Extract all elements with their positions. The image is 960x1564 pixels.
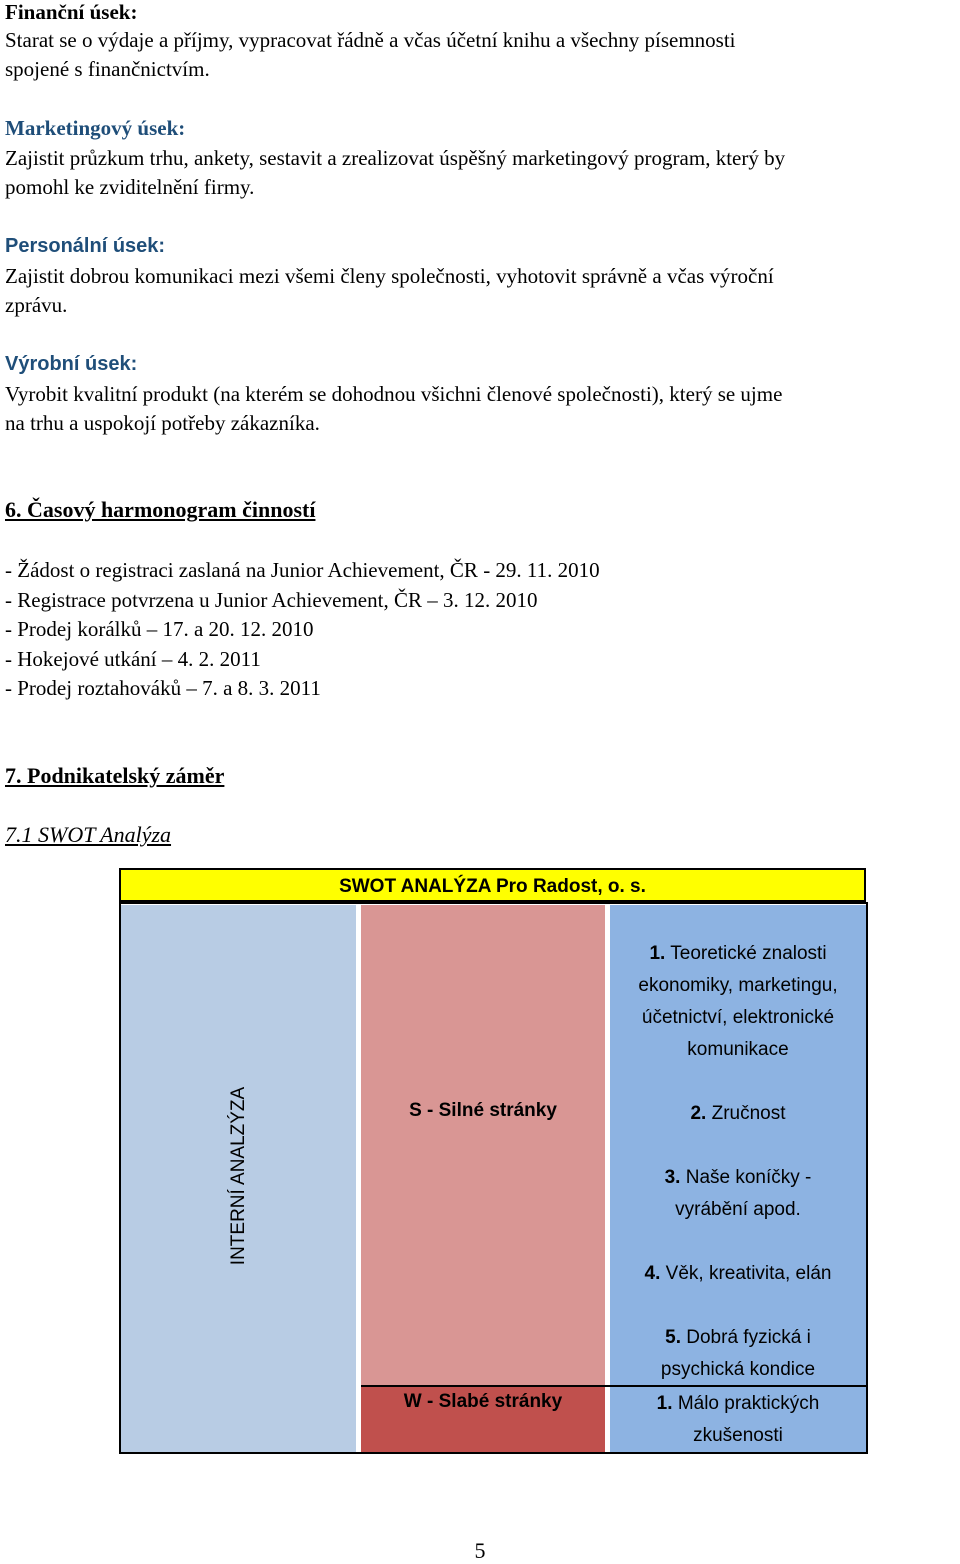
personalni-heading: Personální úsek: — [5, 235, 166, 257]
timeline-item: - Prodej korálků – 17. a 20. 12. 2010 — [5, 617, 314, 641]
swot-title: SWOT ANALÝZA Pro Radost, o. s. — [119, 868, 866, 902]
vyrobni-text-line2: na trhu a uspokojí potřeby zákazníka. — [5, 411, 320, 435]
swot-weaknesses-label: W - Slabé stránky — [403, 1391, 563, 1412]
swot-strengths-label: S - Silné stránky — [409, 1100, 557, 1121]
financni-heading: Finanční úsek: — [5, 0, 138, 24]
vyrobni-heading: Výrobní úsek: — [5, 353, 138, 375]
page-number: 5 — [474, 1538, 486, 1563]
marketingovy-heading: Marketingový úsek: — [5, 116, 186, 140]
marketingovy-text-line2: pomohl ke zviditelnění firmy. — [5, 175, 255, 199]
financni-text-line1: Starat se o výdaje a příjmy, vypracovat řádně a včas účetní knihu a všechny písemnosti — [5, 28, 736, 52]
swot-strength-item-3: 3. Naše koníčky - vyrábění apod. — [664, 1167, 812, 1220]
financni-text-line2: spojené s finančnictvím. — [5, 57, 210, 81]
swot-strength-item-4: 4. Věk, kreativita, elán — [644, 1263, 832, 1284]
swot-weakness-item-1: 1. Málo praktických zkušenosti — [656, 1393, 820, 1446]
marketingovy-text-line1: Zajistit průzkum trhu, ankety, sestavit a zrealizovat úspěšný marketingový program, který by — [5, 146, 786, 170]
swot-strength-item-5: 5. Dobrá fyzická i psychická kondice — [660, 1327, 816, 1380]
swot-internal-label: INTERNÍ ANALZÝZA — [228, 1086, 249, 1266]
timeline-item: - Registrace potvrzena u Junior Achievement, ČR – 3. 12. 2010 — [5, 588, 538, 612]
swot-strength-item-1: 1. Teoretické znalosti ekonomiky, marketingu, účetnictví, elektronické komunikace — [638, 943, 838, 1060]
swot-subheading: 7.1 SWOT Analýza — [5, 822, 172, 847]
personalni-text-line2: zprávu. — [5, 293, 68, 317]
swot-strengths-cell — [361, 905, 605, 1386]
personalni-text-line1: Zajistit dobrou komunikaci mezi všemi členy společnosti, vyhotovit správně a včas výroční — [5, 264, 774, 288]
timeline-heading: 6. Časový harmonogram činností — [5, 497, 316, 522]
swot-strength-item-2: 2. Zručnost — [690, 1103, 786, 1124]
plan-heading: 7. Podnikatelský záměr — [5, 763, 225, 788]
vyrobni-text-line1: Vyrobit kvalitní produkt (na kterém se dohodnou všichni členové společnosti), který se ujme — [5, 382, 783, 406]
timeline-item: - Hokejové utkání – 4. 2. 2011 — [5, 647, 261, 671]
timeline-item: - Žádost o registraci zaslaná na Junior Achievement, ČR - 29. 11. 2010 — [5, 558, 600, 582]
timeline-item: - Prodej roztahováků – 7. a 8. 3. 2011 — [5, 676, 321, 700]
